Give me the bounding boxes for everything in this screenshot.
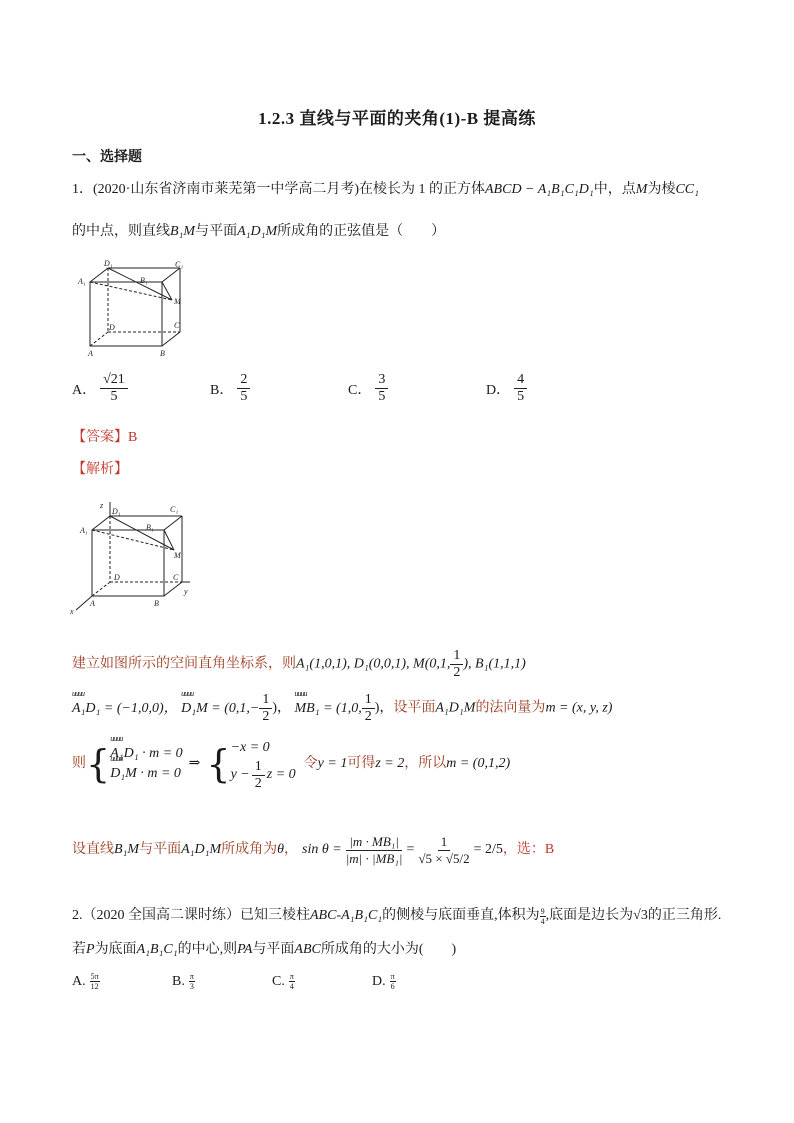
normal-def: m = (x, y, z) [545, 700, 613, 716]
q1-text: 中，点 [593, 182, 636, 197]
q1-text: 与平面 [195, 224, 238, 239]
q2-abc: ABC [294, 942, 321, 957]
sol-text: 设平面 [393, 700, 436, 716]
answer-line [72, 428, 137, 448]
vol-num: 9 [540, 906, 545, 916]
label-c: C [173, 573, 179, 582]
page-title: 1.2.3 直线与平面的夹角(1)-B 提高练 [258, 109, 536, 128]
q1-options [72, 372, 532, 416]
solution-system [72, 738, 510, 790]
result: = 2/5 [473, 842, 503, 857]
q1-text: 在棱长为 1 的正方体 [359, 182, 485, 197]
q1-point: M [635, 182, 648, 197]
label-m: M [174, 551, 181, 560]
sin-num: |m · MB₁| [346, 834, 402, 851]
answer-value: B [128, 430, 138, 445]
label-b1: B₁ [146, 523, 154, 532]
label-b: B [154, 599, 159, 608]
vector-a1d1: uuuu A₁D₁ = (−1,0,0)， [72, 699, 178, 719]
frac-den: 2 [453, 665, 461, 680]
q1-text: 为棱 [647, 182, 676, 197]
q1-edge: CC₁ [675, 182, 699, 197]
cube-figure [76, 258, 186, 358]
option-c[interactable] [272, 972, 295, 991]
label-c1: C₁ [175, 260, 184, 269]
vector-d1m: uuuu D₁M = (0,1,− [181, 699, 259, 719]
label-a1: A₁ [80, 526, 88, 535]
option-num: 3 [375, 372, 388, 389]
sol-text: 所成角为 [221, 842, 278, 857]
eq1: uuuu A₁D₁ · m = 0 [110, 744, 182, 764]
option-den: 12 [90, 982, 99, 991]
get-eq: z = 2 [375, 756, 405, 771]
frac-den: 2 [364, 709, 372, 724]
label-d: D [114, 573, 120, 582]
q2-pa: PA [237, 942, 253, 957]
axis-label-x: x [70, 607, 74, 616]
section-heading: 一、选择题 [72, 150, 142, 165]
q2-text: 为底面 [94, 942, 137, 957]
q2-text: ,底面是边长为 [545, 908, 634, 923]
normal-value: m = (0,1,2) [446, 756, 511, 771]
option-c[interactable] [348, 372, 388, 405]
option-num: √21 [100, 372, 128, 389]
brace-left: { [206, 742, 231, 786]
q1-stem-line2 [72, 222, 445, 242]
label-a1: A₁ [78, 277, 86, 286]
option-label: B. [172, 973, 185, 989]
label-c: C [174, 321, 180, 330]
option-label: A． [72, 382, 97, 398]
q1-line: B₁M [170, 224, 196, 239]
option-num: π [189, 972, 194, 981]
q2-line2 [72, 940, 456, 960]
sin-den: |m| · |MB₁| [345, 850, 403, 866]
frac-num: 1 [252, 759, 265, 776]
plane: A₁D₁M [435, 700, 476, 716]
implies: ⇒ [188, 756, 201, 771]
q2-line1 [72, 906, 721, 926]
label-b1: B₁ [140, 276, 148, 285]
option-num: 5π [90, 972, 99, 981]
sol-text: )， [272, 700, 291, 716]
option-den: 3 [189, 982, 194, 991]
eq-den: √5 × √5/2 [418, 850, 470, 866]
eq-num: 1 [438, 834, 451, 851]
option-a[interactable] [72, 972, 100, 991]
vol-den: 4 [540, 916, 545, 926]
q2-base: A₁B₁C₁ [136, 942, 178, 957]
frac-den: 2 [254, 775, 262, 791]
cube-axes-figure [66, 500, 196, 620]
sol-coords: A₁(1,0,1), D₁(0,0,1), M(0,1, [296, 656, 451, 672]
option-den: 5 [378, 389, 386, 404]
answer-tag: 【答案】 [72, 430, 128, 445]
theta: θ [277, 842, 285, 857]
option-den: 5 [240, 389, 248, 404]
frac-den: 2 [262, 709, 270, 724]
option-num: π [289, 972, 294, 981]
let-eq: y = 1 [317, 756, 348, 771]
eq4-a: y − [230, 767, 250, 782]
cube-front-face [90, 282, 162, 346]
q2-p: P [86, 942, 95, 957]
solution-line-1 [72, 648, 526, 681]
q1-number: 1． [72, 182, 93, 197]
sin-label: sin θ = [302, 842, 342, 857]
q1-cube: ABCD − A₁B₁C₁D₁ [485, 182, 594, 197]
q2-text: 与平面 [252, 942, 295, 957]
q1-text: 的中点，则直线 [72, 224, 170, 239]
q2-options [72, 972, 472, 1002]
option-d[interactable] [486, 372, 527, 405]
q2-text: 所成角的大小为( ) [320, 942, 457, 957]
option-b[interactable] [172, 972, 195, 991]
q2-prism: ABC-A₁B₁C₁ [310, 908, 383, 923]
eq3: −x = 0 [230, 739, 270, 755]
option-label: C. [272, 973, 285, 989]
option-a[interactable] [72, 372, 128, 405]
sol-text: 与平面 [139, 842, 182, 857]
eq2: uuuu D₁M · m = 0 [110, 764, 182, 784]
option-label: B． [210, 382, 234, 398]
option-num: 4 [514, 372, 527, 389]
label-d: D [109, 323, 115, 332]
option-num: 2 [237, 372, 250, 389]
q2-side: √3 [633, 908, 648, 923]
q1-text: 所成角的正弦值是（ ） [277, 224, 446, 239]
sol-text: 则 [72, 756, 86, 771]
sol-text: 令 [303, 756, 318, 771]
label-a: A [90, 599, 95, 608]
label-a: A [88, 349, 93, 358]
sol-text: ，所以 [404, 756, 447, 771]
option-num: π [390, 972, 395, 981]
frac-num: 1 [450, 648, 463, 665]
option-label: C． [348, 382, 372, 398]
axis-label-y: y [184, 587, 188, 596]
frac-num: 1 [259, 692, 272, 709]
q2-text: 的侧棱与底面垂直,体积为 [382, 908, 540, 923]
label-d1: D₁ [104, 259, 113, 268]
choose: ，选：B [502, 842, 555, 857]
q2-text: 的中心,则 [177, 942, 238, 957]
option-den: 6 [390, 982, 395, 991]
option-d[interactable] [372, 972, 396, 991]
q1-plane: A₁D₁M [237, 224, 278, 239]
option-den: 4 [289, 982, 294, 991]
option-label: D． [486, 382, 511, 398]
analysis-tag: 【解析】 [72, 462, 128, 477]
sol-text: 可得 [347, 756, 376, 771]
frac-num: 1 [362, 692, 375, 709]
label-b: B [160, 349, 165, 358]
q2-text: 2.（2020 全国高二课时练）已知三棱柱 [72, 908, 310, 923]
eq4-b: z = 0 [266, 767, 296, 782]
solution-line-4: 设直线 B₁M 与平面 A₁D₁M 所成角为 θ ， sin θ = $\frac{\text{|m · MB₁|}}{\text{|m| · |MB₁|}}$ = $\frac{1}{√5 \times √5/2}$ = 2/5 ，选：B [72, 833, 555, 866]
option-label: A. [72, 973, 86, 989]
q1-source: (2020·山东省济南市莱芜第一中学高二月考) [93, 182, 359, 197]
vector-mb1: uuuu MB₁ = (1,0, [295, 699, 362, 719]
option-den: 5 [517, 389, 525, 404]
brace-left: { [86, 742, 111, 786]
option-label: D. [372, 973, 386, 989]
label-m: M [174, 297, 181, 306]
option-b[interactable] [210, 372, 250, 405]
label-d1: D₁ [112, 507, 121, 516]
q1-stem-line1 [72, 180, 752, 200]
sol-text: 设直线 [72, 842, 114, 857]
q2-text: 的正三角形. [647, 908, 722, 923]
sol-text: 的法向量为 [475, 700, 546, 716]
line: B₁M [114, 842, 140, 857]
axis-label-z: z [100, 501, 104, 510]
q2-text: 若 [72, 942, 86, 957]
sol-text: 建立如图所示的空间直角坐标系，则 [72, 656, 296, 672]
sol-coords-tail: ), B₁(1,1,1) [463, 656, 526, 672]
label-c1: C₁ [170, 505, 179, 514]
plane: A₁D₁M [181, 842, 222, 857]
option-den: 5 [110, 389, 118, 404]
sol-text: )， [374, 700, 394, 716]
solution-line-2 [72, 692, 612, 725]
